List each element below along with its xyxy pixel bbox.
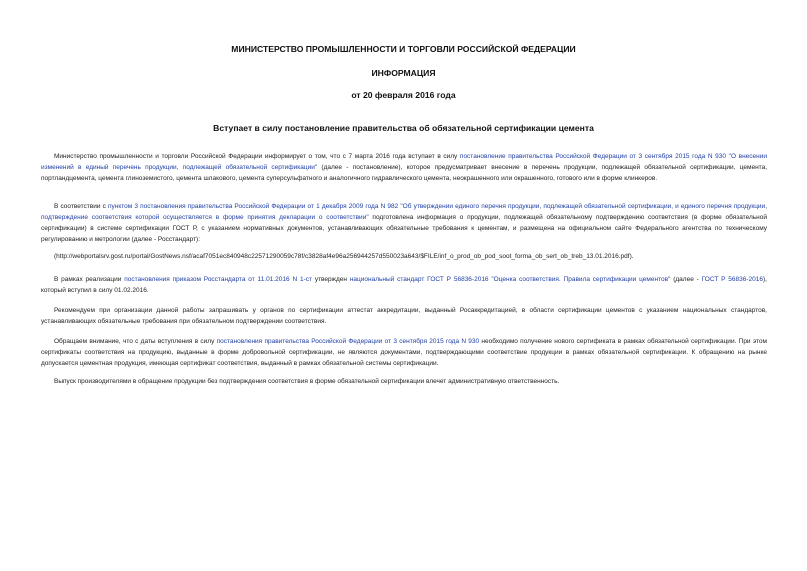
link-rosstandart-order[interactable]: постановления приказом Росстандарта от 11.01.2016 N 1-ст (124, 276, 312, 283)
paragraph-5 (41, 305, 767, 327)
paragraph-text: необходимо получение нового сертификата в рамках обязательной сертификации. При этом сертификаты соответствия на продукцию, выданные в форме добровольной сертификации, не являются документами, подтверждающими соответствие продукции в рамках обязательной сертификации. К обращению на рынке допускается цементная продукция, имеющая сертификат соответствия, выданный в рамках обязательной системы сертификации. (41, 338, 767, 367)
paragraph-text: ), который вступил в силу 01.02.2016. (41, 276, 767, 294)
paragraph-text: Министерство промышленности и торговли Российской Федерации информирует о том, что с 7 марта 2016 года вступает в силу (54, 153, 460, 160)
ministry-heading: МИНИСТЕРСТВО ПРОМЫШЛЕННОСТИ И ТОРГОВЛИ РОССИЙСКОЙ ФЕДЕРАЦИИ (231, 44, 576, 54)
link-resolution-930-second[interactable]: постановления правительства Российской Федерации от 3 сентября 2015 года N 930 (216, 338, 480, 345)
document-title: Вступает в силу постановление правительства об обязательной сертификации цемента (213, 123, 594, 133)
paragraph-1 (41, 151, 767, 184)
paragraph-text: В соответствии с (54, 203, 108, 210)
paragraph-7 (41, 376, 767, 387)
url-text: (http://webportalsrv.gost.ru/portal/GostNews.nsf/acaf7051ec840948c22571290059c78f/c3828af4e96a256944257d550023a643/$FILE/inf_o_prod_ob_pod_soot_forma_ob_sert_ob_treb_13.01.2016.pdf). (54, 253, 634, 260)
document-type: ИНФОРМАЦИЯ (371, 68, 436, 78)
link-gost-short[interactable]: ГОСТ Р 56836-2016 (701, 276, 764, 283)
paragraph-text: Рекомендуем при организации данной работы запрашивать у органов по сертификации аттестат аккредитации, выданный Росаккредитацией, в области сертификации цементов с указанием национальных стандартов, устанавливающих обязательные требования при обязательном подтверждении соответствия. (41, 307, 767, 325)
link-resolution-930[interactable]: постановление правительства Российской Федерации от 3 сентября 2015 года N 930 "О внесении изменений в единый перечень продукции, подлежащей обязательной сертификации" (41, 153, 767, 171)
paragraph-text: (далее - (670, 276, 702, 283)
paragraph-4 (41, 274, 767, 296)
paragraph-6 (41, 336, 767, 369)
paragraph-text: (далее - постановление), которое предусматривает внесение в перечень продукции, подлежащей обязательной сертификации, цемента, портландцемента, цемента глиноземистого, цемента шлакового, цемента суперсульфатного и аналогичного гидравлического цемента, неокрашенного или окрашенного, готового или в форме клинкеров. (41, 164, 767, 182)
paragraph-2 (41, 201, 767, 245)
paragraph-3 (41, 251, 767, 262)
paragraph-text: Обращаем внимание, что с даты вступления в силу (54, 338, 217, 345)
document-date: от 20 февраля 2016 года (351, 90, 456, 100)
paragraph-text: В рамках реализации (54, 276, 125, 283)
paragraph-text: Выпуск производителями в обращение продукции без подтверждения соответствия в форме обязательной сертификации влечет административную ответственность. (54, 378, 560, 385)
link-gost-standard[interactable]: национальный стандарт ГОСТ Р 56836-2016 "Оценка соответствия. Правила сертификации цементов" (349, 276, 671, 283)
link-resolution-982[interactable]: пунктом 3 постановления правительства Российской Федерации от 1 декабря 2009 года N 982 "Об утверждении единого перечня продукции, подлежащей обязательной сертификации, и единого перечня продукции, подтверждение соответствия которой осуществляется в форме принятия декларации о соответствии" (41, 203, 767, 221)
paragraph-text: подготовлена информация о продукции, подлежащей обязательному подтверждению соответствия (в форме обязательной сертификации) в системе сертификации ГОСТ Р, с указанием нормативных документов, устанавливающих обязательные требования к цементам, и размещена на официальном сайте Федерального агентства по техническому регулированию и метрологии (далее - Росстандарт): (41, 214, 768, 243)
paragraph-text: утвержден (311, 276, 350, 283)
